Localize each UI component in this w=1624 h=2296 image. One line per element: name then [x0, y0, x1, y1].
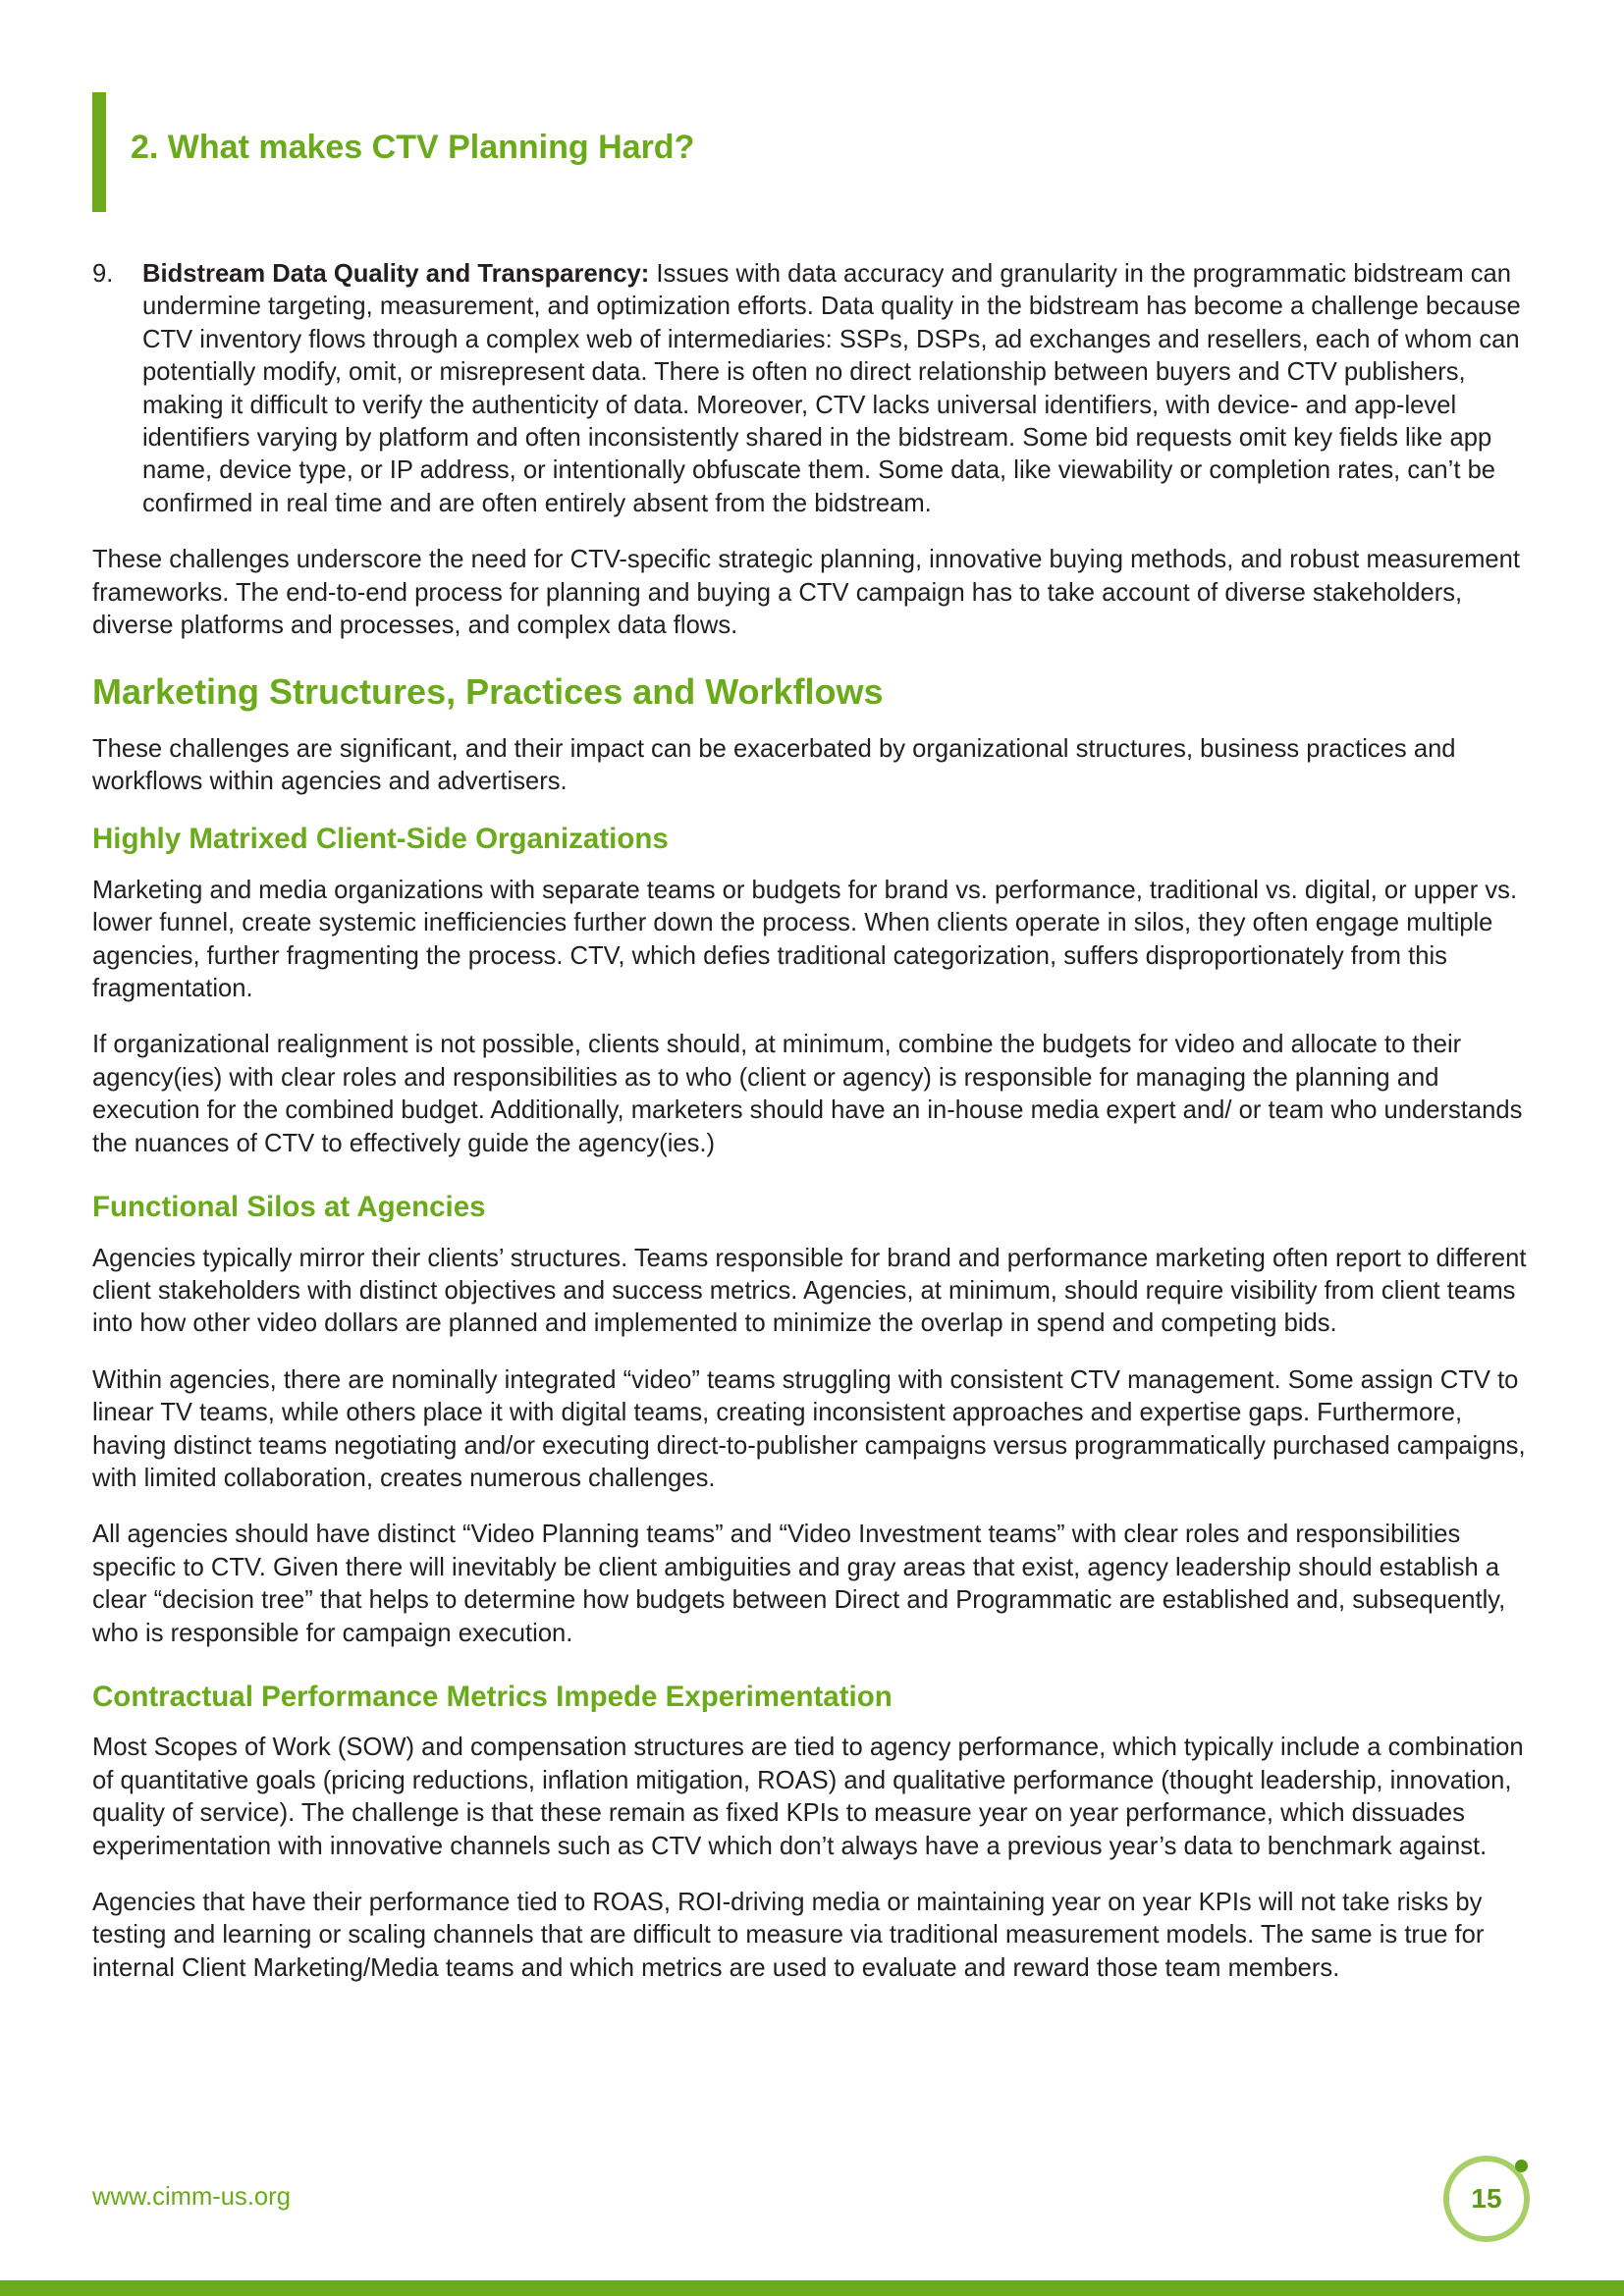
- footer-website-link[interactable]: www.cimm-us.org: [92, 2183, 291, 2211]
- paragraph: Marketing and media organizations with separate teams or budgets for brand vs. performance, traditional vs. digital, or upper vs. lower funnel, create systemic inefficiencies further down the process. When clients operate in silos, they often engage multiple agencies, further fragmenting the process. CTV, which defies traditional categorization, suffers disproportionately from this fragmentation.: [92, 876, 1518, 1003]
- list-item-number: 9.: [92, 260, 114, 288]
- subsection-title-agency-silos: Functional Silos at Agencies: [92, 1191, 486, 1224]
- paragraph: Agencies typically mirror their clients’ structures. Teams responsible for brand and performance marketing often report to different client stakeholders with distinct objectives and success metrics. Agencies, at minimum, should require visibility from client teams into how other video dollars are planned and implemented to minimize the overlap in spend and competing bids.: [92, 1244, 1527, 1338]
- subsection-title-performance-metrics: Contractual Performance Metrics Impede Experimentation: [92, 1680, 893, 1713]
- section-intro: These challenges are significant, and their impact can be exacerbated by organizational structures, business practices and workflows within agencies and advertisers.: [92, 734, 1456, 796]
- list-item-text: Issues with data accuracy and granularity in the programmatic bidstream can undermine targeting, measurement, and optimization efforts. Data quality in the bidstream has become a challenge because CTV inventory flows through a complex web of intermediaries: SSPs, DSPs, ad exchanges and resellers, each of whom can potentially modify, omit, or misrepresent data. There is often no direct relationship between buyers and CTV publishers, making it difficult to verify the authenticity of data. Moreover, CTV lacks universal identifiers, with device- and app-level identifiers varying by platform and often inconsistently shared in the bidstream. Some bid requests omit key fields like app name, device type, or IP address, or intentionally obfuscate them. Some data, like viewability or completion rates, can’t be confirmed in real time and are often entirely absent from the bidstream.: [142, 260, 1521, 517]
- paragraph: Agencies that have their performance tied to ROAS, ROI-driving media or maintaining year on year KPIs will not take risks by testing and learning or scaling channels that are difficult to measure via traditional measurement models. The same is true for internal Client Marketing/Media teams and which metrics are used to evaluate and reward those team members.: [92, 1888, 1485, 1982]
- footer-accent-bar: [0, 2280, 1624, 2296]
- paragraph: All agencies should have distinct “Video Planning teams” and “Video Investment teams” with clear roles and responsibilities specific to CTV. Given there will inevitably be client ambiguities and gray areas that exist, agency leadership should establish a clear “decision tree” that helps to determine how budgets between Direct and Programmatic are established and, subsequently, who is responsible for campaign execution.: [92, 1521, 1506, 1647]
- page-number: 15: [1471, 2183, 1502, 2214]
- intro-paragraph: These challenges underscore the need for CTV-specific strategic planning, innovative buying methods, and robust measurement frameworks. The end-to-end process for planning and buying a CTV campaign has to take account of diverse stakeholders, diverse platforms and processes, and complex data flows.: [92, 546, 1520, 640]
- paragraph: Most Scopes of Work (SOW) and compensation structures are tied to agency performance, which typically include a combination of quantitative goals (pricing reductions, inflation mitigation, ROAS) and qualitative performance (thought leadership, innovation, quality of service). The challenge is that these remain as fixed KPIs to measure year on year performance, which dissuades experimentation with innovative channels such as CTV which don’t always have a previous year’s data to benchmark against.: [92, 1734, 1524, 1860]
- section-title: Marketing Structures, Practices and Workflows: [92, 671, 884, 713]
- numbered-list-item: [92, 258, 1536, 520]
- page-content: [92, 258, 1536, 2008]
- paragraph: Within agencies, there are nominally integrated “video” teams struggling with consistent CTV management. Some assign CTV to linear TV teams, while others place it with digital teams, creating inconsistent approaches and expertise gaps. Furthermore, having distinct teams negotiating and/or executing direct-to-publisher campaigns versus programmatically purchased campaigns, with limited collaboration, creates numerous challenges.: [92, 1365, 1526, 1492]
- header-accent-bar: [92, 92, 106, 212]
- page-number-badge: [1443, 2156, 1530, 2242]
- chapter-title: 2. What makes CTV Planning Hard?: [131, 129, 695, 166]
- list-item-heading: Bidstream Data Quality and Transparency:: [142, 260, 650, 288]
- subsection-title-client-side: Highly Matrixed Client-Side Organizations: [92, 823, 669, 856]
- paragraph: If organizational realignment is not possible, clients should, at minimum, combine the budgets for video and allocate to their agency(ies) with clear roles and responsibilities as to who (client or agency) is responsible for managing the planning and execution for the combined budget. Additionally, marketers should have an in-house media expert and/ or team who understands the nuances of CTV to effectively guide the agency(ies.): [92, 1031, 1523, 1157]
